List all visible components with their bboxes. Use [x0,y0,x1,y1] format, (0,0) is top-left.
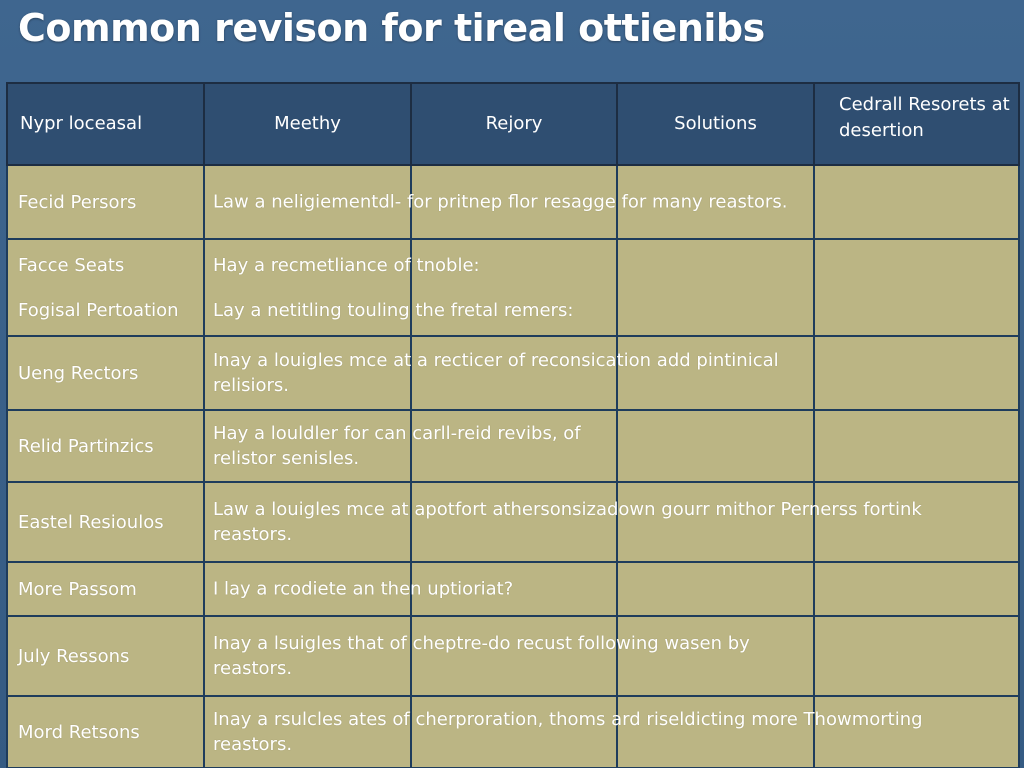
reason-text: Fecid Persors [18,191,137,213]
table-row [7,616,1019,696]
description-text-group [213,253,1013,323]
reasons-table [6,82,1020,768]
column-header-solutions: Solutions [617,83,814,165]
reason-text: More Passom [18,578,137,600]
description-text: Law a neligiementdl- for pritnep flor resagge for many reastors. [213,191,788,213]
reason-cell [7,336,204,410]
table-header-row [7,83,1019,165]
description-cell [204,410,581,482]
reason-cell [7,616,204,696]
description-cell [204,336,779,410]
table-row [7,239,1019,336]
reason-cell [7,239,204,336]
empty-cell [814,410,1019,482]
description-text: Lay a netitling touling the fretal remers: [213,299,574,321]
column-header-reason: Nypr loceasal [7,83,204,165]
table-row [7,410,1019,482]
reason-text: Eastel Resioulos [18,511,164,533]
description-text: Law a louigles mce at apotfort athersonsizadown gourr mithor Pernerss fortink reastors. [213,499,922,545]
description-cell [204,696,923,768]
column-header-rejory: Rejory [411,83,617,165]
empty-cell [814,616,1019,696]
reason-cell [7,696,204,768]
reason-text: Relid Partinzics [18,435,154,457]
description-text: Inay a lsuigles that of cheptre-do recust following wasen by reastors. [213,633,750,679]
table-row [7,562,1019,616]
empty-cell [617,410,814,482]
table-row [7,336,1019,410]
column-header-meethy: Meethy [204,83,411,165]
reason-text: Facce Seats [18,254,125,276]
empty-cell [814,336,1019,410]
reason-text: Fogisal Pertoation [18,299,179,321]
table-row [7,696,1019,768]
description-text: Hay a louldler for can carll-reid revibs, of relistor senisles. [213,423,581,469]
reason-text: Ueng Rectors [18,362,139,384]
reason-cell [7,562,204,616]
description-text: Inay a rsulcles ates of cherproration, thoms ard riseldicting more Thowmorting reastors. [213,709,923,755]
reason-text: Mord Retsons [18,721,140,743]
description-cell [204,616,750,696]
description-text: Hay a recmetliance of tnoble: [213,254,480,276]
table-row [7,482,1019,562]
description-cell [204,562,514,616]
description-cell [204,239,574,336]
reason-cell [7,410,204,482]
description-cell [204,482,922,562]
page-title: Common revison for tireal ottienibs [18,6,765,50]
column-header-resorets: Cedrall Resorets at desertion [814,83,1019,165]
reason-cell [7,482,204,562]
table-row [7,165,1019,239]
description-text: I lay a rcodiete an then uptioriat? [213,578,514,600]
description-cell [204,165,788,239]
reasons-table-container [6,82,1018,762]
reason-cell [7,165,204,239]
description-text: Inay a louigles mce at a recticer of reconsication add pintinical relisiors. [213,350,779,396]
reason-text: July Ressons [18,645,130,667]
